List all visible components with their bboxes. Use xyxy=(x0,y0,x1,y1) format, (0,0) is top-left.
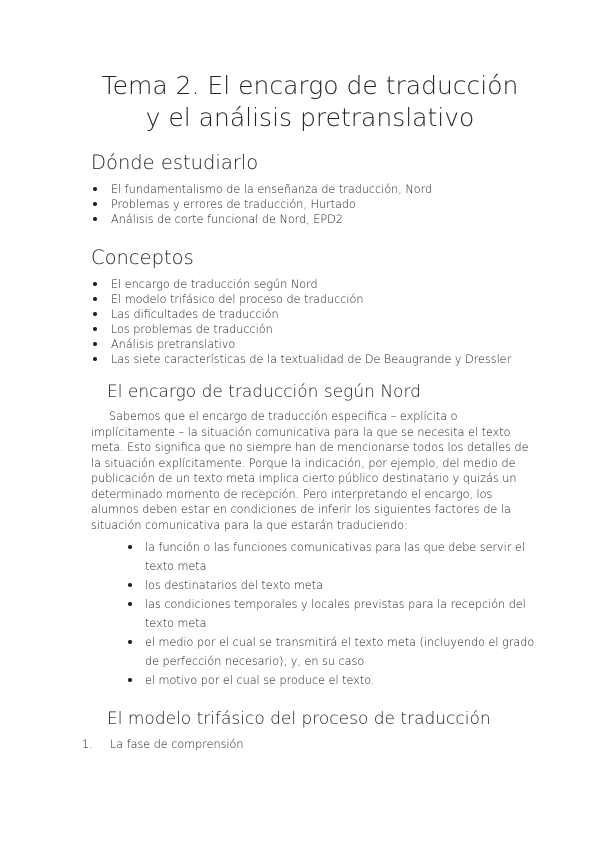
page-title xyxy=(60,70,560,134)
list-item: Problemas y errores de traducción, Hurtado xyxy=(91,197,432,212)
encargo-paragraph: Sabemos que el encargo de traducción especifica – explícita o implícitamente – la situación comunicativa para la que se necesita el texto meta. Esto significa que no siempre han de mencionarse todos los detalles de la situación explícitamente. Porque la indicación, por ejemplo, del medio de publicación de un texto meta implica cierto público destinatario y quizás un determinado momento de recepción. Pero interpretando el encargo, los alumnos deben estar en condiciones de inferir los siguientes factores de la situación comunicativa para la que estarán traduciendo: xyxy=(91,410,529,532)
list-item: la función o las funciones comunicativas para las que debe servir el texto meta xyxy=(125,538,535,576)
heading-donde-estudiarlo: Dónde estudiarlo xyxy=(91,151,259,174)
donde-list xyxy=(91,182,432,227)
list-item: El modelo trifásico del proceso de traducción xyxy=(91,292,511,307)
list-item: las condiciones temporales y locales previstas para la recepción del texto meta xyxy=(125,595,535,633)
list-item: El encargo de traducción según Nord xyxy=(91,277,511,292)
list-item: el medio por el cual se transmitirá el texto meta (incluyendo el grado de perfección necesario); y, en su caso xyxy=(125,633,535,671)
list-item-number: 1. xyxy=(82,738,93,751)
list-item: el motivo por el cual se produce el texto. xyxy=(125,671,535,690)
page-title-line-1: Tema 2. El encargo de traducción xyxy=(101,71,519,100)
list-item-label: La fase de comprensión xyxy=(110,738,244,751)
heading-modelo-trifasico: El modelo trifásico del proceso de traducción xyxy=(107,709,491,729)
list-item: Análisis pretranslativo xyxy=(91,337,511,352)
phases-list xyxy=(82,737,243,752)
factors-list xyxy=(125,538,535,690)
heading-encargo: El encargo de traducción según Nord xyxy=(107,382,421,402)
list-item xyxy=(82,737,243,752)
heading-conceptos: Conceptos xyxy=(91,246,194,269)
list-item: los destinatarios del texto meta xyxy=(125,576,535,595)
page-title-line-2: y el análisis pretranslativo xyxy=(145,103,475,132)
list-item: Análisis de corte funcional de Nord, EPD2 xyxy=(91,212,432,227)
list-item: Los problemas de traducción xyxy=(91,322,511,337)
list-item: Las siete características de la textualidad de De Beaugrande y Dressler xyxy=(91,352,511,367)
list-item: Las dificultades de traducción xyxy=(91,307,511,322)
list-item: El fundamentalismo de la enseñanza de traducción, Nord xyxy=(91,182,432,197)
conceptos-list xyxy=(91,277,511,367)
